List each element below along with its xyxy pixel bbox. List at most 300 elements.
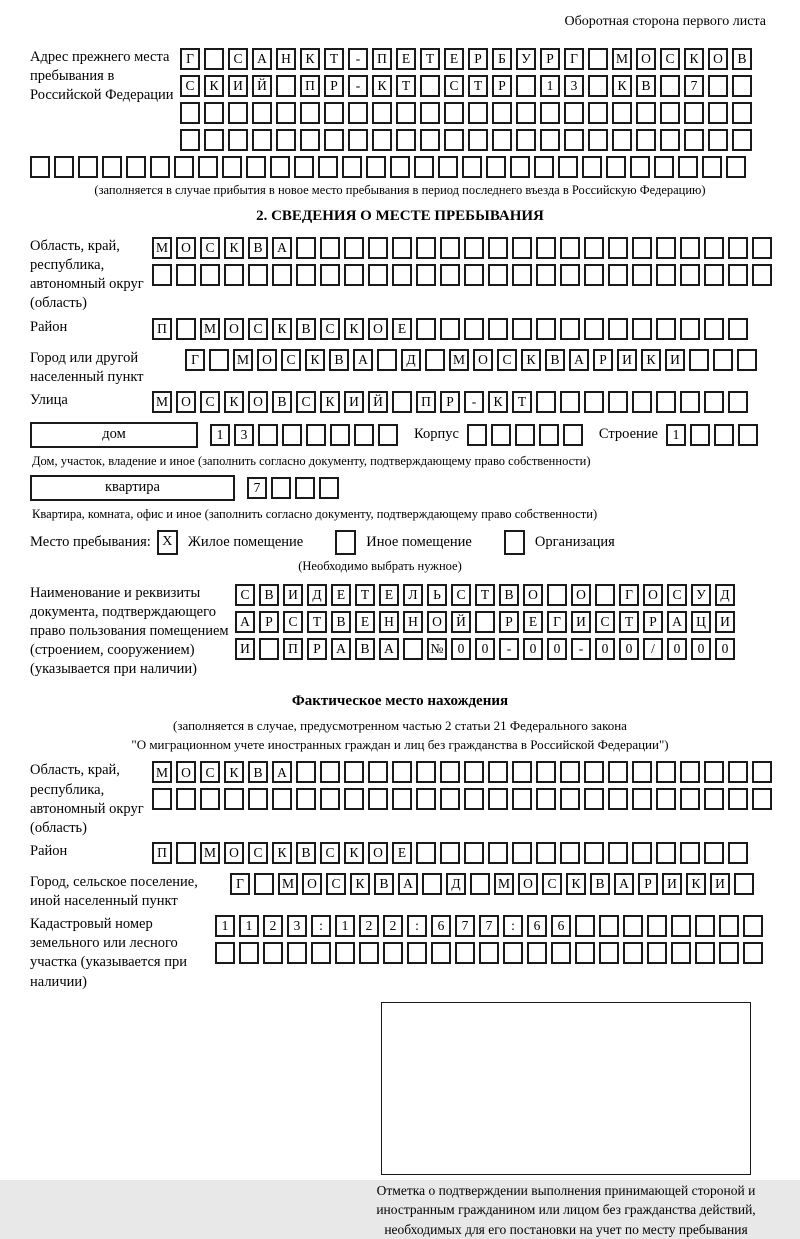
- char-grid-document-2: [235, 611, 735, 633]
- char-cell: П: [152, 842, 172, 864]
- char-cell: [660, 102, 680, 124]
- char-cell: [488, 761, 508, 783]
- char-cell: И: [228, 75, 248, 97]
- char-cell: [392, 237, 412, 259]
- char-cell: [656, 761, 676, 783]
- char-cell: [704, 237, 724, 259]
- char-cell: [150, 156, 170, 178]
- char-cell: 2: [383, 915, 403, 937]
- char-cell: Р: [468, 48, 488, 70]
- char-cell: [656, 391, 676, 413]
- char-cell: В: [355, 638, 375, 660]
- char-cell: Е: [392, 318, 412, 340]
- char-cell: [295, 477, 315, 499]
- char-cell: [656, 264, 676, 286]
- char-cell: [632, 391, 652, 413]
- char-cell: [728, 842, 748, 864]
- char-cell: [684, 102, 704, 124]
- char-cell: [368, 237, 388, 259]
- char-cell: 0: [667, 638, 687, 660]
- char-cell: [372, 102, 392, 124]
- char-cell: [246, 156, 266, 178]
- char-grid-district-2: [152, 842, 748, 864]
- char-cell: [468, 129, 488, 151]
- char-cell: [396, 102, 416, 124]
- char-cell: [102, 156, 122, 178]
- char-cell: С: [451, 584, 471, 606]
- apartment-note: Квартира, комната, офис и иное (заполнить согласно документу, подтверждающему право собственности): [32, 506, 598, 521]
- char-cell: [444, 102, 464, 124]
- char-cell: №: [427, 638, 447, 660]
- char-cell: К: [204, 75, 224, 97]
- char-cell: [344, 761, 364, 783]
- actual-location-note-1: (заполняется в случае, предусмотренном частью 2 статьи 21 Федерального закона: [173, 718, 627, 734]
- char-cell: [492, 102, 512, 124]
- char-cell: 0: [619, 638, 639, 660]
- char-cell: [516, 129, 536, 151]
- char-cell: [695, 942, 715, 964]
- char-grid-document-3: [235, 638, 735, 660]
- house-row: [30, 422, 770, 448]
- char-cell: 6: [431, 915, 451, 937]
- char-cell: [560, 237, 580, 259]
- char-cell: [180, 102, 200, 124]
- char-cell: Т: [619, 611, 639, 633]
- char-cell: [342, 156, 362, 178]
- char-grid-district: [152, 318, 748, 340]
- field-district-2: [30, 842, 770, 869]
- char-cell: О: [636, 48, 656, 70]
- char-cell: У: [691, 584, 711, 606]
- cadastral-label: Кадастровый номер земельного или лесного участка (указывается при наличии): [30, 916, 187, 990]
- char-cell: Е: [396, 48, 416, 70]
- char-cell: А: [272, 761, 292, 783]
- char-cell: [222, 156, 242, 178]
- char-cell: К: [612, 75, 632, 97]
- char-cell: 0: [547, 638, 567, 660]
- char-cell: [403, 638, 423, 660]
- char-cell: Е: [444, 48, 464, 70]
- field-document: [30, 584, 770, 680]
- char-cell: [368, 761, 388, 783]
- char-cell: М: [233, 349, 253, 371]
- char-cell: 1: [210, 424, 230, 446]
- char-cell: [180, 129, 200, 151]
- char-cell: /: [643, 638, 663, 660]
- char-cell: [174, 156, 194, 178]
- char-cell: [366, 156, 386, 178]
- char-cell: [396, 129, 416, 151]
- char-cell: И: [344, 391, 364, 413]
- char-cell: [654, 156, 674, 178]
- char-cell: [680, 842, 700, 864]
- char-cell: А: [379, 638, 399, 660]
- char-grid-cadastral-2: [215, 942, 763, 964]
- char-cell: Р: [499, 611, 519, 633]
- char-cell: [680, 761, 700, 783]
- char-cell: [420, 102, 440, 124]
- char-cell: 1: [215, 915, 235, 937]
- char-cell: Д: [715, 584, 735, 606]
- char-cell: [728, 264, 748, 286]
- char-cell: [431, 942, 451, 964]
- char-cell: Г: [230, 873, 250, 895]
- char-cell: О: [176, 391, 196, 413]
- char-cell: 7: [247, 477, 267, 499]
- actual-location-note-2: "О миграционном учете иностранных граждан и лиц без гражданства в Российской Федерации"): [131, 737, 669, 753]
- char-cell: К: [488, 391, 508, 413]
- char-cell: [608, 318, 628, 340]
- char-cell: [608, 391, 628, 413]
- char-cell: [320, 761, 340, 783]
- page-side-note: Оборотная сторона первого листа: [564, 14, 766, 29]
- char-cell: 2: [359, 915, 379, 937]
- char-cell: [224, 264, 244, 286]
- char-cell: [734, 873, 754, 895]
- char-cell: [708, 75, 728, 97]
- char-cell: [564, 129, 584, 151]
- char-cell: [588, 48, 608, 70]
- char-cell: [318, 156, 338, 178]
- char-cell: Н: [276, 48, 296, 70]
- option-other-premises-label: Иное помещение: [366, 533, 472, 550]
- char-cell: С: [320, 842, 340, 864]
- char-cell: Т: [475, 584, 495, 606]
- char-cell: [737, 349, 757, 371]
- city-label: Город или другой населенный пункт: [30, 349, 144, 385]
- prev-address-note: (заполняется в случае прибытия в новое место пребывания в период последнего въезда в Российскую Федерацию): [94, 183, 706, 197]
- char-cell: П: [300, 75, 320, 97]
- char-cell: [306, 424, 326, 446]
- char-cell: [348, 102, 368, 124]
- char-cell: [416, 842, 436, 864]
- char-cell: [728, 391, 748, 413]
- char-cell: В: [296, 842, 316, 864]
- char-cell: [479, 942, 499, 964]
- char-cell: [623, 915, 643, 937]
- char-cell: [152, 264, 172, 286]
- char-cell: [606, 156, 626, 178]
- char-cell: [390, 156, 410, 178]
- char-cell: С: [180, 75, 200, 97]
- char-cell: В: [272, 391, 292, 413]
- char-cell: [416, 761, 436, 783]
- char-cell: 3: [287, 915, 307, 937]
- char-cell: [492, 129, 512, 151]
- char-cell: [228, 102, 248, 124]
- char-cell: [728, 237, 748, 259]
- char-cell: С: [235, 584, 255, 606]
- char-cell: [632, 318, 652, 340]
- char-cell: [30, 156, 50, 178]
- char-cell: Е: [355, 611, 375, 633]
- char-grid-prev-address-3: [180, 102, 752, 124]
- char-cell: О: [643, 584, 663, 606]
- char-cell: С: [281, 349, 301, 371]
- char-cell: [200, 264, 220, 286]
- char-cell: И: [235, 638, 255, 660]
- char-cell: [296, 788, 316, 810]
- char-cell: В: [732, 48, 752, 70]
- char-cell: [324, 102, 344, 124]
- char-cell: О: [571, 584, 591, 606]
- char-cell: [680, 237, 700, 259]
- char-cell: [630, 156, 650, 178]
- char-cell: М: [152, 237, 172, 259]
- char-cell: [660, 129, 680, 151]
- char-cell: К: [300, 48, 320, 70]
- char-cell: [560, 318, 580, 340]
- char-grid-cadastral-1: [215, 915, 763, 937]
- char-cell: А: [353, 349, 373, 371]
- char-cell: В: [374, 873, 394, 895]
- char-cell: К: [350, 873, 370, 895]
- char-cell: [491, 424, 511, 446]
- char-cell: 7: [479, 915, 499, 937]
- char-cell: И: [710, 873, 730, 895]
- field-street: [30, 391, 770, 418]
- char-cell: [690, 424, 710, 446]
- char-cell: [599, 942, 619, 964]
- char-cell: [536, 761, 556, 783]
- char-cell: К: [272, 842, 292, 864]
- char-cell: С: [200, 761, 220, 783]
- char-cell: [632, 761, 652, 783]
- char-cell: :: [311, 915, 331, 937]
- char-cell: [464, 842, 484, 864]
- char-cell: [599, 915, 619, 937]
- char-cell: [732, 75, 752, 97]
- char-cell: [743, 942, 763, 964]
- char-cell: [209, 349, 229, 371]
- char-cell: [344, 264, 364, 286]
- char-cell: В: [636, 75, 656, 97]
- char-cell: -: [348, 48, 368, 70]
- char-grid-stroenie: [666, 424, 758, 446]
- char-cell: [612, 102, 632, 124]
- char-cell: И: [283, 584, 303, 606]
- char-cell: [503, 942, 523, 964]
- char-cell: С: [326, 873, 346, 895]
- char-cell: Р: [593, 349, 613, 371]
- char-grid-region-2-1: [152, 761, 772, 783]
- char-cell: [588, 75, 608, 97]
- char-cell: [239, 942, 259, 964]
- char-cell: [488, 264, 508, 286]
- char-cell: [680, 318, 700, 340]
- stamp-area: [362, 1002, 770, 1239]
- char-cell: [584, 318, 604, 340]
- char-cell: Л: [403, 584, 423, 606]
- char-cell: [656, 237, 676, 259]
- char-cell: [464, 237, 484, 259]
- char-cell: Г: [185, 349, 205, 371]
- char-cell: Д: [307, 584, 327, 606]
- char-cell: [536, 237, 556, 259]
- char-cell: [743, 915, 763, 937]
- char-cell: [684, 129, 704, 151]
- char-cell: Б: [492, 48, 512, 70]
- char-cell: 0: [595, 638, 615, 660]
- char-cell: [444, 129, 464, 151]
- char-cell: [547, 584, 567, 606]
- char-cell: Ь: [427, 584, 447, 606]
- char-cell: [512, 842, 532, 864]
- char-cell: [647, 942, 667, 964]
- char-cell: О: [257, 349, 277, 371]
- char-cell: [713, 349, 733, 371]
- char-cell: [464, 761, 484, 783]
- char-cell: [732, 102, 752, 124]
- char-cell: Т: [307, 611, 327, 633]
- char-cell: Т: [512, 391, 532, 413]
- char-cell: [536, 391, 556, 413]
- char-cell: [536, 842, 556, 864]
- char-cell: [608, 264, 628, 286]
- char-cell: К: [224, 391, 244, 413]
- place-type-note: (Необходимо выбрать нужное): [298, 558, 462, 573]
- char-cell: [582, 156, 602, 178]
- checkbox-residential: X: [157, 530, 178, 555]
- char-cell: К: [344, 842, 364, 864]
- char-cell: [383, 942, 403, 964]
- char-cell: [324, 129, 344, 151]
- char-cell: [612, 129, 632, 151]
- char-cell: [416, 788, 436, 810]
- char-cell: О: [224, 318, 244, 340]
- char-cell: [560, 391, 580, 413]
- char-cell: [714, 424, 734, 446]
- char-cell: [440, 318, 460, 340]
- char-cell: [671, 942, 691, 964]
- char-cell: [392, 788, 412, 810]
- char-cell: [392, 391, 412, 413]
- stamp-box: [381, 1002, 751, 1175]
- char-cell: С: [595, 611, 615, 633]
- field-region-2: [30, 761, 770, 838]
- char-cell: [540, 102, 560, 124]
- char-cell: К: [566, 873, 586, 895]
- char-cell: [671, 915, 691, 937]
- char-cell: [294, 156, 314, 178]
- char-cell: [588, 129, 608, 151]
- char-cell: [488, 237, 508, 259]
- house-label-box: дом: [30, 422, 198, 448]
- char-cell: [276, 75, 296, 97]
- char-cell: 0: [523, 638, 543, 660]
- char-cell: [636, 102, 656, 124]
- char-cell: 0: [475, 638, 495, 660]
- char-cell: [575, 942, 595, 964]
- char-cell: [320, 788, 340, 810]
- char-cell: [704, 788, 724, 810]
- char-cell: М: [449, 349, 469, 371]
- char-cell: [296, 264, 316, 286]
- char-cell: [575, 915, 595, 937]
- prev-address-label: Адрес прежнего места пребывания в Российской Федерации: [30, 49, 174, 104]
- char-cell: [470, 873, 490, 895]
- char-cell: [330, 424, 350, 446]
- field-district: [30, 318, 770, 345]
- char-grid-prev-address-4: [180, 129, 752, 151]
- char-cell: А: [667, 611, 687, 633]
- char-cell: В: [590, 873, 610, 895]
- char-cell: [560, 761, 580, 783]
- char-cell: [632, 264, 652, 286]
- char-cell: [252, 129, 272, 151]
- char-cell: К: [641, 349, 661, 371]
- char-cell: Й: [252, 75, 272, 97]
- char-cell: О: [368, 318, 388, 340]
- char-cell: К: [521, 349, 541, 371]
- char-cell: [348, 129, 368, 151]
- char-cell: 7: [455, 915, 475, 937]
- char-cell: [126, 156, 146, 178]
- char-cell: [300, 102, 320, 124]
- char-cell: [584, 237, 604, 259]
- char-cell: [516, 102, 536, 124]
- char-cell: [584, 842, 604, 864]
- char-cell: Г: [180, 48, 200, 70]
- char-cell: Р: [440, 391, 460, 413]
- char-cell: [708, 102, 728, 124]
- char-cell: Т: [420, 48, 440, 70]
- char-cell: К: [305, 349, 325, 371]
- char-cell: И: [665, 349, 685, 371]
- settlement-label: Город, сельское поселение, иной населенный пункт: [30, 873, 198, 909]
- char-cell: О: [473, 349, 493, 371]
- char-cell: [560, 264, 580, 286]
- char-cell: А: [252, 48, 272, 70]
- document-label: Наименование и реквизиты документа, подтверждающего право пользования помещением (строением, сооружением) (указывается при наличии): [30, 584, 229, 678]
- char-cell: [311, 942, 331, 964]
- char-cell: [416, 318, 436, 340]
- char-cell: К: [224, 237, 244, 259]
- char-cell: [510, 156, 530, 178]
- char-grid-prev-address-2: [180, 75, 752, 97]
- place-type-row: [30, 530, 770, 555]
- char-grid-settlement: [230, 873, 754, 895]
- char-cell: [678, 156, 698, 178]
- char-cell: [534, 156, 554, 178]
- char-cell: Т: [355, 584, 375, 606]
- char-cell: [752, 237, 772, 259]
- char-cell: [584, 788, 604, 810]
- char-cell: [414, 156, 434, 178]
- section-2-title: 2. СВЕДЕНИЯ О МЕСТЕ ПРЕБЫВАНИЯ: [256, 208, 544, 224]
- char-cell: С: [660, 48, 680, 70]
- char-cell: [558, 156, 578, 178]
- char-cell: В: [331, 611, 351, 633]
- char-cell: М: [494, 873, 514, 895]
- char-cell: [488, 318, 508, 340]
- char-cell: П: [283, 638, 303, 660]
- char-cell: [486, 156, 506, 178]
- char-cell: [719, 942, 739, 964]
- char-cell: 0: [451, 638, 471, 660]
- char-cell: [392, 264, 412, 286]
- char-cell: В: [545, 349, 565, 371]
- char-cell: [359, 942, 379, 964]
- char-grid-prev-address-overflow: [30, 156, 770, 178]
- char-cell: Т: [396, 75, 416, 97]
- char-grid-apartment: [247, 477, 339, 499]
- char-cell: [320, 264, 340, 286]
- char-cell: 1: [666, 424, 686, 446]
- char-cell: [632, 237, 652, 259]
- char-cell: -: [571, 638, 591, 660]
- char-cell: Р: [307, 638, 327, 660]
